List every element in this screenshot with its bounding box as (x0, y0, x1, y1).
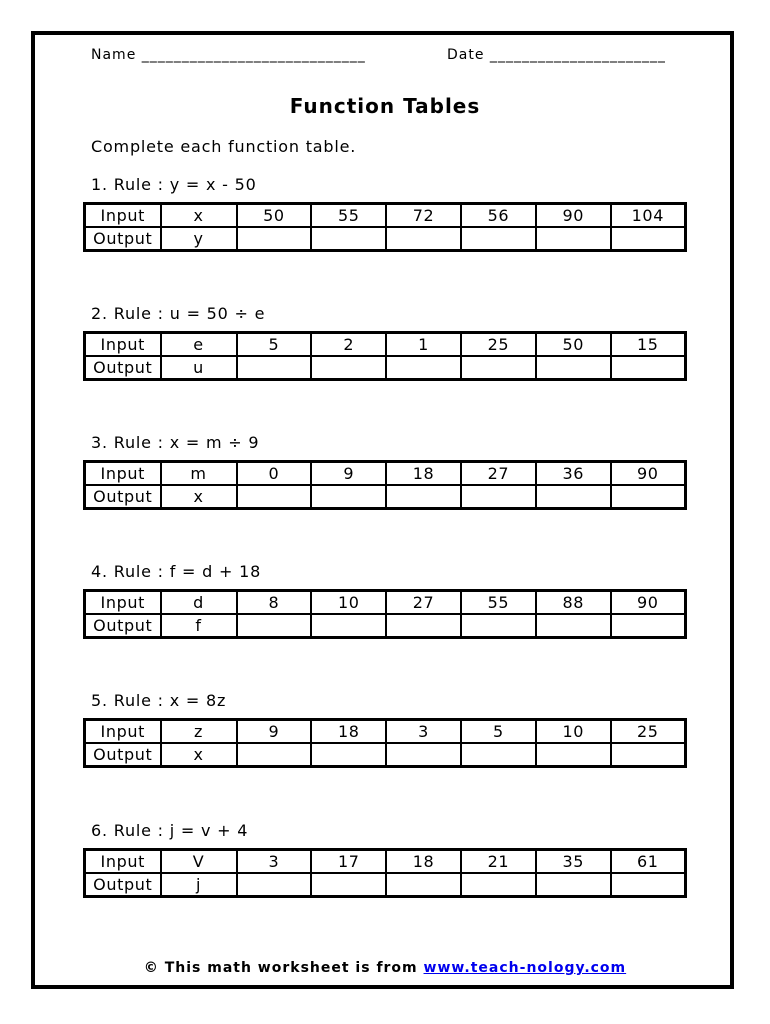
output-answer-cell[interactable] (611, 227, 686, 251)
input-label: Input (85, 591, 161, 615)
output-label: Output (85, 743, 161, 767)
problem-rule: 3. Rule : x = m ÷ 9 (91, 433, 260, 452)
input-value: 90 (611, 462, 686, 486)
input-value: 8 (237, 591, 312, 615)
output-row (85, 743, 686, 767)
input-value: 55 (461, 591, 536, 615)
output-answer-cell[interactable] (386, 356, 461, 380)
input-variable: m (161, 462, 237, 486)
input-label: Input (85, 462, 161, 486)
input-value: 90 (536, 204, 611, 228)
output-variable: j (161, 873, 237, 897)
output-answer-cell[interactable] (311, 743, 386, 767)
input-label: Input (85, 720, 161, 744)
output-answer-cell[interactable] (311, 227, 386, 251)
input-value: 56 (461, 204, 536, 228)
input-value: 55 (311, 204, 386, 228)
output-answer-cell[interactable] (311, 873, 386, 897)
output-answer-cell[interactable] (237, 873, 312, 897)
input-value: 72 (386, 204, 461, 228)
input-value: 0 (237, 462, 312, 486)
output-answer-cell[interactable] (611, 873, 686, 897)
function-table (83, 848, 687, 898)
problem-rule: 1. Rule : y = x - 50 (91, 175, 257, 194)
input-variable: x (161, 204, 237, 228)
output-variable: u (161, 356, 237, 380)
input-value: 10 (311, 591, 386, 615)
output-answer-cell[interactable] (611, 485, 686, 509)
output-answer-cell[interactable] (461, 485, 536, 509)
input-row (85, 333, 686, 357)
input-value: 18 (311, 720, 386, 744)
output-row (85, 356, 686, 380)
footer-prefix: © This math worksheet is from (143, 960, 424, 976)
footer-credit (0, 960, 770, 976)
output-label: Output (85, 873, 161, 897)
input-value: 10 (536, 720, 611, 744)
output-label: Output (85, 227, 161, 251)
input-value: 50 (237, 204, 312, 228)
output-answer-cell[interactable] (237, 356, 312, 380)
problem-rule: 5. Rule : x = 8z (91, 691, 227, 710)
date-field: Date ______________________ (447, 47, 666, 63)
output-row (85, 485, 686, 509)
input-value: 3 (386, 720, 461, 744)
input-value: 5 (237, 333, 312, 357)
footer-link[interactable]: www.teach-nology.com (423, 960, 627, 976)
input-row (85, 462, 686, 486)
input-variable: z (161, 720, 237, 744)
problem-rule: 4. Rule : f = d + 18 (91, 562, 262, 581)
output-variable: x (161, 485, 237, 509)
output-row (85, 873, 686, 897)
input-row (85, 850, 686, 874)
input-value: 3 (237, 850, 312, 874)
output-answer-cell[interactable] (386, 614, 461, 638)
input-row (85, 720, 686, 744)
output-answer-cell[interactable] (386, 485, 461, 509)
output-variable: y (161, 227, 237, 251)
output-answer-cell[interactable] (536, 227, 611, 251)
input-value: 90 (611, 591, 686, 615)
output-answer-cell[interactable] (237, 485, 312, 509)
input-value: 88 (536, 591, 611, 615)
output-variable: x (161, 743, 237, 767)
input-variable: e (161, 333, 237, 357)
output-variable: f (161, 614, 237, 638)
input-value: 27 (386, 591, 461, 615)
output-answer-cell[interactable] (461, 873, 536, 897)
output-answer-cell[interactable] (386, 227, 461, 251)
problem-rule: 6. Rule : j = v + 4 (91, 821, 249, 840)
input-value: 1 (386, 333, 461, 357)
input-value: 25 (461, 333, 536, 357)
input-value: 27 (461, 462, 536, 486)
output-answer-cell[interactable] (536, 485, 611, 509)
input-value: 25 (611, 720, 686, 744)
input-variable: V (161, 850, 237, 874)
input-label: Input (85, 204, 161, 228)
input-value: 17 (311, 850, 386, 874)
input-value: 9 (237, 720, 312, 744)
output-answer-cell[interactable] (611, 614, 686, 638)
function-table (83, 589, 687, 639)
input-value: 50 (536, 333, 611, 357)
output-answer-cell[interactable] (461, 614, 536, 638)
function-table (83, 331, 687, 381)
output-answer-cell[interactable] (536, 614, 611, 638)
output-answer-cell[interactable] (536, 356, 611, 380)
input-value: 18 (386, 850, 461, 874)
page-title: Function Tables (289, 94, 481, 118)
input-value: 35 (536, 850, 611, 874)
output-answer-cell[interactable] (461, 356, 536, 380)
input-value: 9 (311, 462, 386, 486)
output-answer-cell[interactable] (311, 356, 386, 380)
output-answer-cell[interactable] (237, 227, 312, 251)
output-row (85, 614, 686, 638)
name-field: Name ____________________________ (91, 47, 366, 63)
output-answer-cell[interactable] (237, 614, 312, 638)
input-value: 2 (311, 333, 386, 357)
input-value: 61 (611, 850, 686, 874)
output-answer-cell[interactable] (611, 743, 686, 767)
output-label: Output (85, 356, 161, 380)
input-value: 104 (611, 204, 686, 228)
output-answer-cell[interactable] (536, 743, 611, 767)
input-variable: d (161, 591, 237, 615)
output-answer-cell[interactable] (536, 873, 611, 897)
output-answer-cell[interactable] (237, 743, 312, 767)
input-value: 5 (461, 720, 536, 744)
output-answer-cell[interactable] (386, 873, 461, 897)
output-answer-cell[interactable] (461, 743, 536, 767)
instructions: Complete each function table. (91, 137, 357, 156)
input-label: Input (85, 333, 161, 357)
function-table (83, 718, 687, 768)
output-answer-cell[interactable] (311, 614, 386, 638)
output-row (85, 227, 686, 251)
output-label: Output (85, 614, 161, 638)
output-answer-cell[interactable] (461, 227, 536, 251)
input-label: Input (85, 850, 161, 874)
input-row (85, 204, 686, 228)
input-value: 36 (536, 462, 611, 486)
function-table (83, 202, 687, 252)
output-label: Output (85, 485, 161, 509)
input-value: 21 (461, 850, 536, 874)
function-table (83, 460, 687, 510)
input-value: 18 (386, 462, 461, 486)
output-answer-cell[interactable] (386, 743, 461, 767)
input-row (85, 591, 686, 615)
output-answer-cell[interactable] (611, 356, 686, 380)
input-value: 15 (611, 333, 686, 357)
problem-rule: 2. Rule : u = 50 ÷ e (91, 304, 266, 323)
output-answer-cell[interactable] (311, 485, 386, 509)
